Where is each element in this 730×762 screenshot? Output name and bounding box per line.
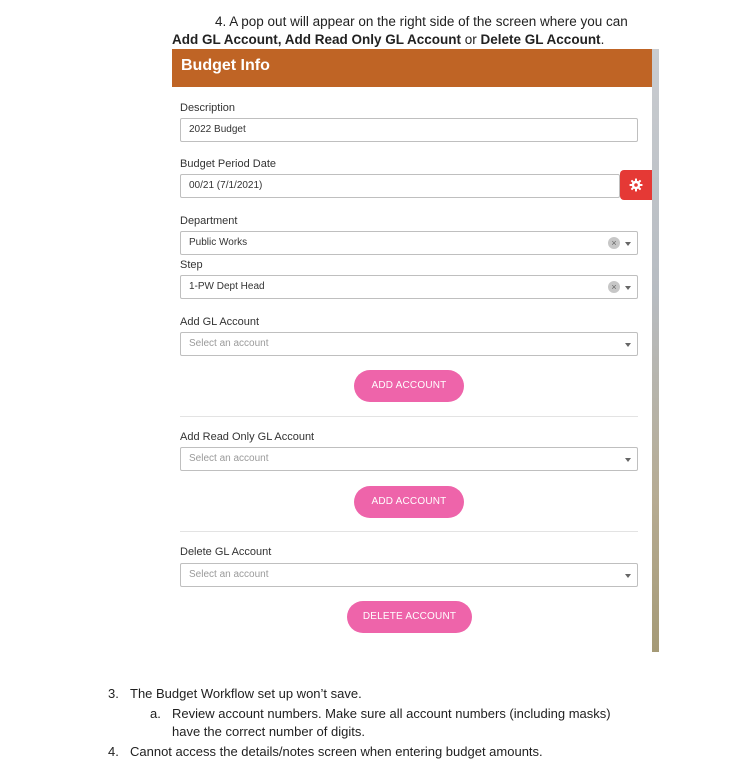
department-value: Public Works	[189, 237, 248, 248]
list-item-3a-continuation: have the correct number of digits.	[172, 724, 365, 739]
background-edge	[652, 49, 659, 652]
list-item-3a-letter: a.	[150, 706, 161, 721]
add-read-only-gl-label: Add Read Only GL Account	[180, 431, 315, 443]
delete-gl-placeholder: Select an account	[189, 569, 269, 580]
add-gl-label: Add GL Account	[180, 316, 260, 328]
add-read-only-account-button[interactable]: ADD ACCOUNT	[354, 486, 464, 518]
settings-tab[interactable]	[620, 170, 652, 200]
list-item-3-text: The Budget Workflow set up won’t save.	[130, 686, 362, 701]
instruction-bold-delete: Delete GL Account	[480, 32, 601, 47]
step-clear-icon[interactable]: ×	[608, 281, 620, 293]
delete-account-button[interactable]: DELETE ACCOUNT	[347, 601, 472, 633]
instruction-line-1: 4. A pop out will appear on the right side of the screen where you can	[215, 14, 628, 29]
delete-gl-select[interactable]	[180, 563, 638, 587]
delete-gl-chevron-down-icon[interactable]	[625, 574, 631, 578]
add-read-only-gl-placeholder: Select an account	[189, 453, 269, 464]
section-divider-2	[180, 531, 638, 532]
add-gl-select[interactable]	[180, 332, 638, 356]
add-read-only-gl-chevron-down-icon[interactable]	[625, 458, 631, 462]
department-label: Department	[180, 215, 238, 227]
department-chevron-down-icon[interactable]	[625, 242, 631, 246]
budget-period-input[interactable]	[180, 174, 620, 198]
panel-header	[172, 49, 652, 87]
add-gl-placeholder: Select an account	[189, 338, 269, 349]
list-item-4	[108, 744, 543, 759]
step-select[interactable]	[180, 275, 638, 299]
description-label: Description	[180, 102, 236, 114]
list-item-3a-text: Review account numbers. Make sure all account numbers (including masks)	[172, 706, 611, 721]
delete-gl-label: Delete GL Account	[180, 546, 272, 558]
instruction-line-2	[172, 32, 604, 47]
instruction-or: or	[461, 32, 481, 47]
description-value: 2022 Budget	[189, 124, 246, 135]
list-item-3-number: 3.	[108, 686, 119, 701]
list-item-3	[108, 686, 362, 701]
list-item-4-text: Cannot access the details/notes screen when entering budget amounts.	[130, 744, 543, 759]
gear-icon	[629, 178, 643, 192]
instruction-period: .	[600, 32, 605, 47]
list-item-4-number: 4.	[108, 744, 119, 759]
step-label: Step	[180, 259, 203, 271]
panel-title: Budget Info	[181, 57, 270, 74]
add-gl-chevron-down-icon[interactable]	[625, 343, 631, 347]
department-select[interactable]	[180, 231, 638, 255]
budget-period-label: Budget Period Date	[180, 158, 277, 170]
add-account-button[interactable]: ADD ACCOUNT	[354, 370, 464, 402]
section-divider-1	[180, 416, 638, 417]
add-read-only-gl-select[interactable]	[180, 447, 638, 471]
instruction-bold-add: Add GL Account, Add Read Only GL Account	[172, 32, 462, 47]
budget-period-value: 00/21 (7/1/2021)	[189, 180, 263, 191]
description-input[interactable]	[180, 118, 638, 142]
department-clear-icon[interactable]: ×	[608, 237, 620, 249]
step-chevron-down-icon[interactable]	[625, 286, 631, 290]
step-value: 1-PW Dept Head	[189, 281, 265, 292]
list-item-3a	[150, 706, 611, 721]
budget-info-panel	[172, 49, 652, 652]
